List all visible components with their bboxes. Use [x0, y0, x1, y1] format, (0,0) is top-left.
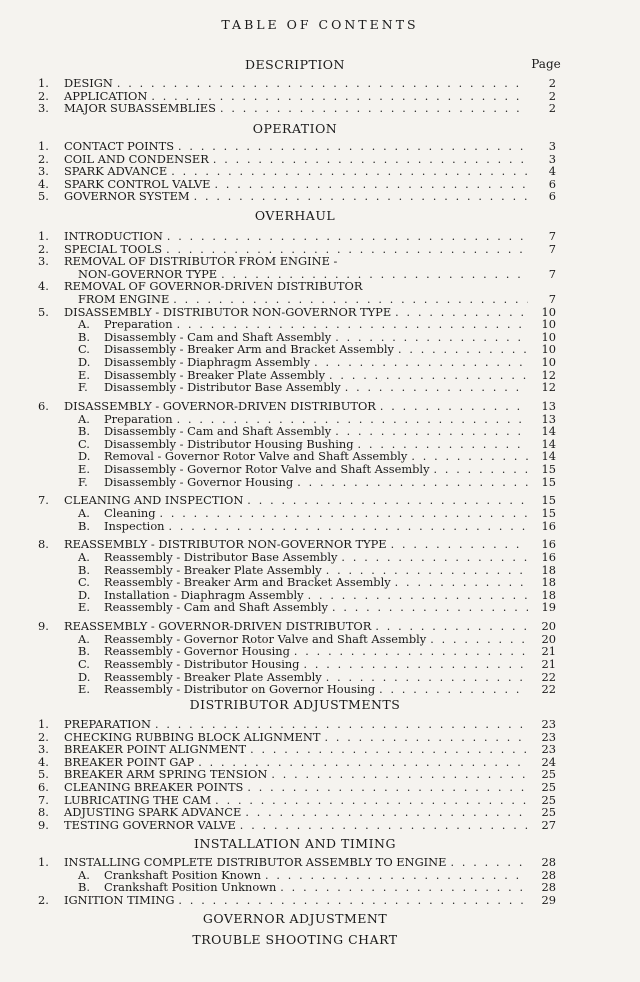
- entry-page-number: 2: [548, 88, 556, 103]
- entry-title: Installation - Diaphragm Assembly: [104, 587, 304, 602]
- entry-title: Reassembly - Governor Housing: [104, 644, 290, 659]
- entry-title: Inspection: [104, 518, 165, 533]
- dot-leader: [271, 768, 528, 781]
- entry-title: DESIGN: [64, 76, 113, 90]
- dot-leader: [220, 102, 528, 115]
- toc-subentry: [78, 683, 556, 696]
- dot-leader: [215, 794, 528, 807]
- entry-number: 1.: [38, 139, 49, 153]
- entry-page-number: 20: [541, 631, 556, 646]
- entry-page-number: 10: [541, 329, 556, 344]
- entry-page-number: 21: [541, 657, 556, 671]
- entry-title: REMOVAL OF DISTRIBUTOR FROM ENGINE -: [64, 254, 338, 269]
- entry-page-number: 15: [541, 493, 556, 508]
- entry-page-number: 16: [541, 537, 556, 552]
- entry-number: 7.: [38, 493, 49, 508]
- entry-number: B.: [78, 880, 90, 895]
- entry-number: 1.: [38, 717, 49, 731]
- entry-number: A.: [78, 550, 90, 564]
- toc-subentry: [78, 520, 556, 533]
- entry-page-number: 24: [541, 754, 556, 769]
- entry-title: Preparation: [104, 317, 173, 332]
- entry-title: SPARK CONTROL VALVE: [64, 176, 211, 191]
- section-heading: TROUBLE SHOOTING CHART: [192, 932, 398, 947]
- toc-entry: [38, 190, 556, 203]
- dot-leader: [335, 425, 528, 438]
- entry-number: 1.: [38, 76, 49, 90]
- dot-leader: [398, 343, 528, 356]
- entry-title-continued: FROM ENGINE: [78, 292, 170, 306]
- entry-title: CONTACT POINTS: [64, 139, 175, 153]
- entry-page-number: 14: [541, 436, 556, 451]
- entry-page-number: 22: [541, 682, 556, 697]
- entry-title: CLEANING AND INSPECTION: [64, 493, 244, 508]
- entry-title-continued: NON-GOVERNOR TYPE: [78, 266, 218, 281]
- entry-page-number: 10: [541, 304, 556, 319]
- dot-leader: [314, 356, 528, 369]
- entry-title: Reassembly - Breaker Arm and Bracket Assembly: [104, 575, 391, 590]
- entry-page-number: 12: [541, 380, 556, 395]
- entry-number: 6.: [38, 399, 49, 413]
- dot-leader: [178, 894, 528, 907]
- entry-page-number: 6: [548, 176, 556, 191]
- entry-title: ADJUSTING SPARK ADVANCE: [64, 805, 242, 820]
- entry-number: 5.: [38, 767, 49, 782]
- entry-page-number: 7: [548, 241, 556, 256]
- entry-page-number: 20: [541, 619, 556, 634]
- entry-number: 3.: [38, 164, 49, 179]
- entry-title: Disassembly - Breaker Arm and Bracket Assembly: [104, 342, 394, 357]
- dot-leader: [434, 463, 529, 476]
- entry-title: REMOVAL OF GOVERNOR-DRIVEN DISTRIBUTOR: [64, 279, 363, 294]
- dot-leader: [297, 476, 528, 489]
- dot-leader: [329, 369, 528, 382]
- entry-title: BREAKER POINT ALIGNMENT: [64, 742, 247, 757]
- entry-number: 7.: [38, 792, 49, 807]
- page-title: TABLE OF CONTENTS: [221, 17, 419, 32]
- entry-page-number: 12: [541, 367, 556, 382]
- dot-leader: [215, 178, 528, 191]
- entry-number: A.: [78, 867, 90, 882]
- entry-number: C.: [78, 575, 90, 590]
- dot-leader: [171, 165, 528, 178]
- entry-page-number: 10: [541, 317, 556, 332]
- entry-number: D.: [78, 587, 91, 602]
- entry-page-number: 10: [541, 342, 556, 357]
- entry-number: 8.: [38, 537, 49, 552]
- entry-title: DISASSEMBLY - DISTRIBUTOR NON-GOVERNOR TYPE: [64, 304, 392, 319]
- entry-title: Removal - Governor Rotor Valve and Shaft Assembly: [104, 449, 408, 464]
- entry-number: 4.: [38, 279, 49, 294]
- entry-page-number: 16: [541, 550, 556, 564]
- entry-page-number: 25: [541, 792, 556, 807]
- entry-number: 2.: [38, 729, 49, 744]
- entry-page-number: 21: [541, 644, 556, 659]
- toc-subentry: [78, 476, 556, 489]
- entry-title: INSTALLING COMPLETE DISTRIBUTOR ASSEMBLY TO ENGINE: [64, 855, 447, 869]
- dot-leader: [167, 230, 528, 243]
- entry-page-number: 3: [548, 151, 556, 166]
- dot-leader: [308, 589, 528, 602]
- entry-number: E.: [78, 600, 90, 615]
- entry-number: B.: [78, 562, 90, 577]
- toc-subentry: [78, 601, 556, 614]
- entry-title: IGNITION TIMING: [64, 892, 175, 907]
- dot-leader: [345, 381, 528, 394]
- entry-page-number: 15: [541, 462, 556, 476]
- entry-page-number: 15: [541, 506, 556, 520]
- entry-page-number: 4: [548, 164, 556, 179]
- entry-page-number: 18: [541, 575, 556, 590]
- entry-number: 3.: [38, 254, 49, 269]
- entry-page-number: 18: [541, 587, 556, 602]
- entry-number: B.: [78, 329, 90, 344]
- entry-title: Preparation: [104, 411, 173, 426]
- entry-number: B.: [78, 424, 90, 439]
- entry-number: E.: [78, 682, 90, 697]
- entry-number: 9.: [38, 817, 49, 832]
- entry-title: Disassembly - Distributor Base Assembly: [104, 380, 341, 395]
- dot-leader: [341, 551, 528, 564]
- dot-leader: [395, 306, 528, 319]
- entry-title: LUBRICATING THE CAM: [64, 792, 212, 807]
- section-heading: DISTRIBUTOR ADJUSTMENTS: [189, 697, 401, 712]
- entry-number: 4.: [38, 754, 49, 769]
- entry-number: 1.: [38, 855, 49, 869]
- section-heading: GOVERNOR ADJUSTMENT: [202, 911, 388, 926]
- entry-page-number: 15: [541, 474, 556, 489]
- dot-leader: [294, 645, 528, 658]
- entry-number: 3.: [38, 101, 49, 116]
- entry-number: C.: [78, 342, 90, 357]
- entry-number: D.: [78, 669, 91, 684]
- entry-title: CLEANING BREAKER POINTS: [64, 780, 244, 794]
- entry-title: COIL AND CONDENSER: [64, 151, 209, 166]
- dot-leader: [265, 869, 528, 882]
- entry-number: D.: [78, 355, 91, 369]
- dot-leader: [160, 507, 529, 520]
- entry-title: PREPARATION: [64, 717, 151, 731]
- dot-leader: [380, 400, 528, 413]
- dot-leader: [250, 743, 528, 756]
- entry-page-number: 2: [548, 76, 556, 90]
- entry-number: E.: [78, 462, 90, 476]
- section-heading: DESCRIPTION: [245, 57, 345, 72]
- entry-number: 4.: [38, 176, 49, 191]
- entry-title: Cleaning: [104, 506, 156, 520]
- toc-entry: [38, 819, 556, 832]
- entry-title: Reassembly - Breaker Plate Assembly: [104, 562, 322, 577]
- entry-page-number: 28: [541, 867, 556, 882]
- dot-leader: [245, 806, 528, 819]
- entry-title: Crankshaft Position Unknown: [104, 880, 277, 895]
- dot-leader: [391, 538, 528, 551]
- entry-title: Reassembly - Cam and Shaft Assembly: [104, 600, 328, 615]
- entry-title: Disassembly - Breaker Plate Assembly: [104, 367, 326, 382]
- entry-title: Reassembly - Distributor on Governor Housing: [104, 682, 376, 697]
- dot-leader: [117, 77, 528, 90]
- dot-leader: [379, 683, 528, 696]
- toc-entry: [38, 894, 556, 907]
- entry-number: 2.: [38, 241, 49, 256]
- dot-leader: [247, 494, 528, 507]
- entry-page-number: 29: [541, 892, 556, 907]
- entry-number: D.: [78, 449, 91, 464]
- entry-page-number: 6: [548, 189, 556, 204]
- entry-number: F.: [78, 474, 88, 489]
- entry-page-number: 27: [541, 817, 556, 832]
- dot-leader: [280, 881, 528, 894]
- entry-number: A.: [78, 411, 90, 426]
- entry-page-number: 25: [541, 780, 556, 794]
- entry-number: C.: [78, 436, 90, 451]
- entry-number: F.: [78, 380, 88, 395]
- dot-leader: [240, 819, 528, 832]
- section-heading: OPERATION: [252, 121, 338, 136]
- entry-title: Disassembly - Governor Rotor Valve and Shaft Assembly: [104, 462, 430, 476]
- entry-title: Disassembly - Governor Housing: [104, 474, 294, 489]
- entry-number: 2.: [38, 892, 49, 907]
- entry-title: SPECIAL TOOLS: [64, 241, 163, 256]
- dot-leader: [247, 781, 528, 794]
- entry-page-number: 23: [541, 717, 556, 731]
- entry-number: 1.: [38, 229, 49, 243]
- entry-title: DISASSEMBLY - GOVERNOR-DRIVEN DISTRIBUTOR: [64, 399, 376, 413]
- page-column-header: Page: [531, 57, 561, 71]
- section-heading: INSTALLATION AND TIMING: [194, 836, 396, 851]
- entry-title: BREAKER POINT GAP: [64, 754, 195, 769]
- dot-leader: [430, 633, 528, 646]
- dot-leader: [332, 601, 528, 614]
- entry-page-number: 14: [541, 449, 556, 464]
- entry-title: Crankshaft Position Known: [104, 867, 261, 882]
- dot-leader: [194, 190, 528, 203]
- entry-title: Reassembly - Distributor Base Assembly: [104, 550, 338, 564]
- entry-title: Reassembly - Governor Rotor Valve and Shaft Assembly: [104, 631, 427, 646]
- entry-page-number: 25: [541, 767, 556, 782]
- entry-page-number: 18: [541, 562, 556, 577]
- entry-title: REASSEMBLY - DISTRIBUTOR NON-GOVERNOR TYPE: [64, 537, 387, 552]
- entry-number: B.: [78, 518, 90, 533]
- entry-title: CHECKING RUBBING BLOCK ALIGNMENT: [64, 729, 321, 744]
- entry-page-number: 7: [548, 266, 556, 281]
- entry-number: B.: [78, 644, 90, 659]
- entry-page-number: 23: [541, 742, 556, 757]
- section-heading: OVERHAUL: [254, 208, 336, 223]
- entry-page-number: 19: [541, 600, 556, 615]
- entry-title: Disassembly - Diaphragm Assembly: [104, 355, 311, 369]
- entry-page-number: 14: [541, 424, 556, 439]
- entry-number: C.: [78, 657, 90, 671]
- entry-number: A.: [78, 631, 90, 646]
- toc-entry: [38, 102, 556, 115]
- entry-page-number: 13: [541, 399, 556, 413]
- entry-page-number: 28: [541, 855, 556, 869]
- dot-leader: [395, 576, 528, 589]
- entry-page-number: 16: [541, 518, 556, 533]
- entry-page-number: 25: [541, 805, 556, 820]
- dot-leader: [303, 658, 528, 671]
- entry-title: Disassembly - Distributor Housing Bushing: [104, 436, 354, 451]
- dot-leader: [169, 520, 528, 533]
- entry-title: Disassembly - Cam and Shaft Assembly: [104, 329, 332, 344]
- entry-title: Reassembly - Breaker Plate Assembly: [104, 669, 322, 684]
- entry-number: 5.: [38, 304, 49, 319]
- entry-page-number: 7: [548, 229, 556, 243]
- entry-number: 6.: [38, 780, 49, 794]
- entry-title: MAJOR SUBASSEMBLIES: [64, 101, 216, 116]
- entry-number: 2.: [38, 88, 49, 103]
- entry-title: INTRODUCTION: [64, 229, 163, 243]
- entry-title: BREAKER ARM SPRING TENSION: [64, 767, 268, 782]
- dot-leader: [450, 856, 528, 869]
- entry-number: E.: [78, 367, 90, 382]
- entry-number: 2.: [38, 151, 49, 166]
- dot-leader: [325, 731, 529, 744]
- entry-page-number: 10: [541, 355, 556, 369]
- dot-leader: [213, 153, 528, 166]
- entry-title: GOVERNOR SYSTEM: [64, 189, 190, 204]
- entry-title: REASSEMBLY - GOVERNOR-DRIVEN DISTRIBUTOR: [64, 619, 372, 634]
- entry-title: TESTING GOVERNOR VALVE: [64, 817, 236, 832]
- entry-title: APPLICATION: [64, 88, 148, 103]
- entry-title: Disassembly - Cam and Shaft Assembly: [104, 424, 332, 439]
- entry-page-number: 3: [548, 139, 556, 153]
- entry-title: SPARK ADVANCE: [64, 164, 168, 179]
- entry-number: 5.: [38, 189, 49, 204]
- entry-number: 3.: [38, 742, 49, 757]
- entry-number: A.: [78, 506, 90, 520]
- entry-number: A.: [78, 317, 90, 332]
- entry-page-number: 28: [541, 880, 556, 895]
- entry-number: 9.: [38, 619, 49, 634]
- entry-title: Reassembly - Distributor Housing: [104, 657, 300, 671]
- toc-subentry: [78, 381, 556, 394]
- entry-page-number: 23: [541, 729, 556, 744]
- entry-number: 8.: [38, 805, 49, 820]
- entry-page-number: 7: [548, 292, 556, 306]
- dot-leader: [178, 140, 528, 153]
- entry-page-number: 13: [541, 411, 556, 426]
- entry-page-number: 2: [548, 101, 556, 116]
- entry-page-number: 22: [541, 669, 556, 684]
